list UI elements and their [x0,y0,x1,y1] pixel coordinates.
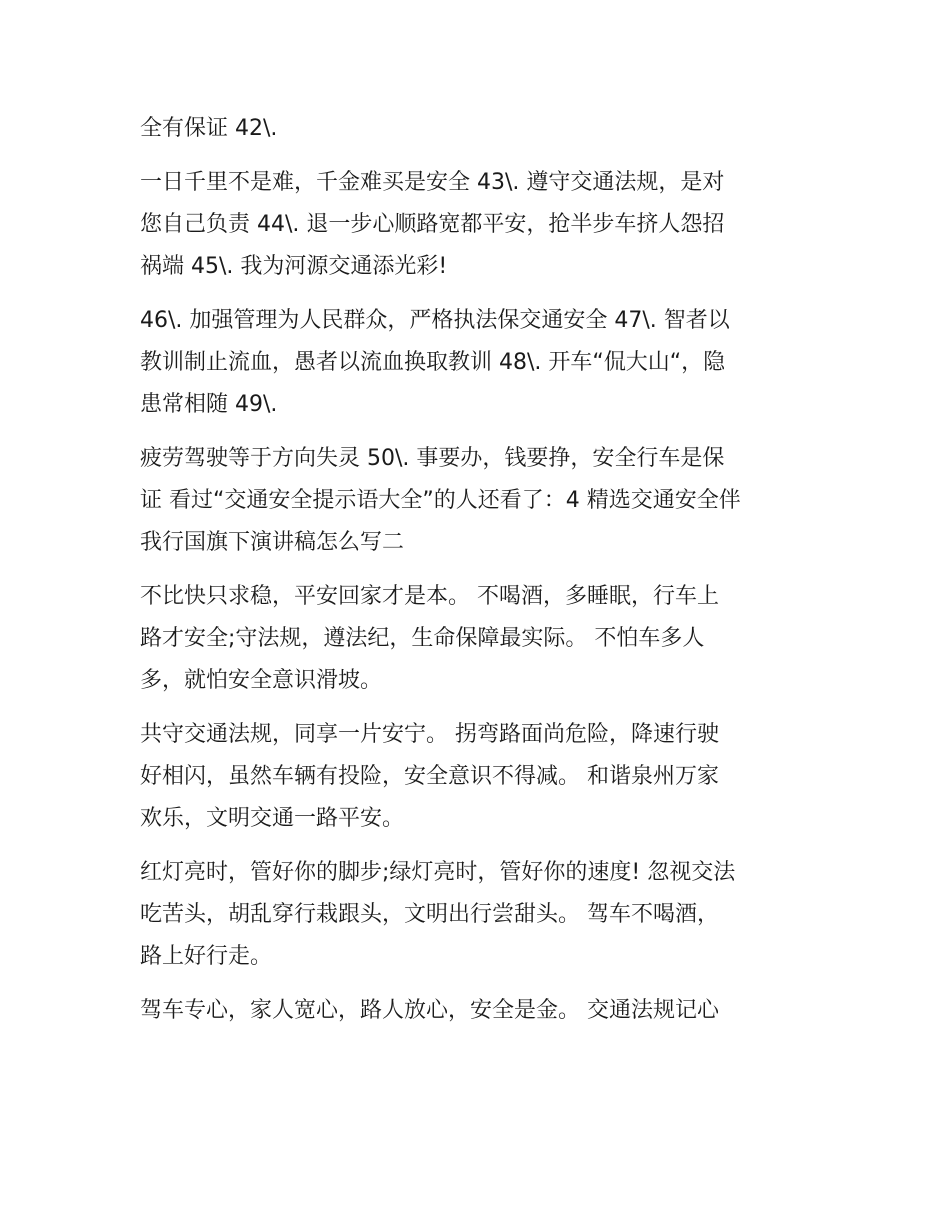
text-line: 欢乐，文明交通一路平安。 [140,806,405,831]
paragraph [140,438,820,564]
text-line: 疲劳驾驶等于方向失灵 50\. 事要办，钱要挣，安全行车是保 [140,446,725,471]
text-line: 我行国旗下演讲稿怎么写二 [140,530,405,555]
paragraph [140,108,820,150]
text-line: 证 看过“交通安全提示语大全”的人还看了：4 精选交通安全伴 [140,488,741,513]
text-line: 一日千里不是难，千金难买是安全 43\. 遵守交通法规，是对 [140,170,725,195]
paragraph [140,576,820,702]
text-line: 驾车专心，家人宽心，路人放心，安全是金。 交通法规记心 [140,998,719,1023]
text-line: 路上好行走。 [140,944,273,969]
text-line: 共守交通法规，同享一片安宁。 拐弯路面尚危险，降速行驶 [140,722,719,747]
paragraph [140,990,820,1032]
paragraph [140,714,820,840]
text-line: 好相闪，虽然车辆有投险，安全意识不得减。 和谐泉州万家 [140,764,719,789]
text-line: 教训制止流血，愚者以流血换取教训 48\. 开车“侃大山“，隐 [140,350,726,375]
text-line: 全有保证 42\. [140,116,278,141]
paragraph [140,162,820,288]
text-line: 46\. 加强管理为人民群众，严格执法保交通安全 47\. 智者以 [140,308,730,333]
text-line: 患常相随 49\. [140,392,278,417]
text-line: 您自己负责 44\. 退一步心顺路宽都平安，抢半步车挤人怨招 [140,212,725,237]
text-line: 路才安全;守法规，遵法纪，生命保障最实际。 不怕车多人 [140,626,705,651]
text-line: 不比快只求稳，平安回家才是本。 不喝酒，多睡眠，行车上 [140,584,719,609]
paragraph [140,852,820,978]
text-line: 红灯亮时，管好你的脚步;绿灯亮时，管好你的速度! 忽视交法 [140,860,736,885]
paragraph [140,300,820,426]
document-body [140,108,820,1032]
text-line: 吃苦头，胡乱穿行栽跟头，文明出行尝甜头。 驾车不喝酒， [140,902,719,927]
text-line: 祸端 45\. 我为河源交通添光彩! [140,254,448,279]
text-line: 多，就怕安全意识滑坡。 [140,668,383,693]
